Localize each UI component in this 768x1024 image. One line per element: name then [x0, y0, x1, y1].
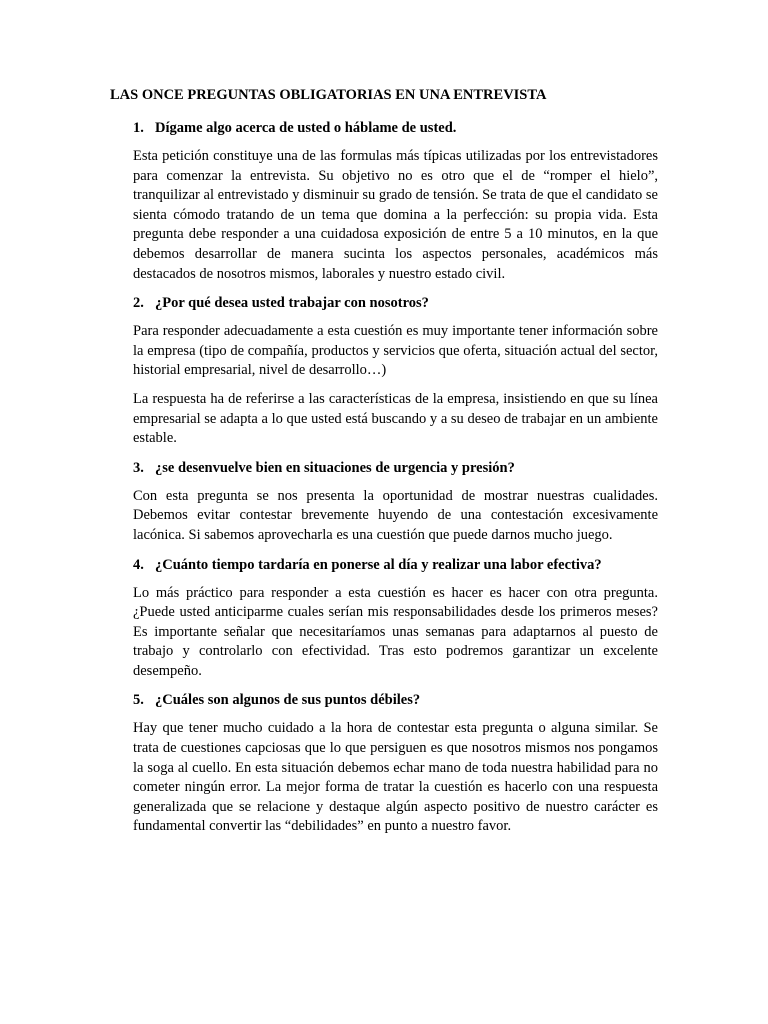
document-title: LAS ONCE PREGUNTAS OBLIGATORIAS EN UNA ENTREVISTA: [110, 87, 547, 103]
answer-paragraph-2-2: La respuesta ha de referirse a las características de la empresa, insistiendo en que su línea empresarial se adapta a lo que usted está buscando y a su deseo de trabajar en un ambiente estable.: [133, 390, 658, 447]
answer-paragraph-5-1: Hay que tener mucho cuidado a la hora de contestar esta pregunta o alguna similar. Se trata de cuestiones capciosas que lo que persiguen es que nosotros mismos nos pongamos la soga al cuello. En esta situación debemos echar mano de toda nuestra habilidad para no cometer ningún error. La mejor forma de tratar la cuestión es hacerlo con una respuesta generalizada que se relacione y destaque algún aspecto positivo de nuestro carácter es fundamental convertir las “debilidades” en punto a nuestro favor.: [133, 720, 658, 835]
answer-paragraph-3-1: Con esta pregunta se nos presenta la oportunidad de mostrar nuestras cualidades. Debemos evitar contestar brevemente huyendo de una contestación excesivamente lacónica. Si sabemos aprovecharla es una cuestión que puede darnos mucho juego.: [133, 487, 658, 543]
question-section-5: [133, 690, 658, 837]
question-heading-3: [133, 458, 658, 478]
question-number-4: 4.: [133, 556, 144, 573]
question-number-1: 1.: [133, 120, 144, 136]
question-heading-5: [133, 690, 658, 710]
answer-paragraph-2-1: Para responder adecuadamente a esta cuestión es muy importante tener información sobre la empresa (tipo de compañía, productos y servicios que oferta, situación actual del sector, historial empresarial, nivel de desarrollo…): [133, 323, 658, 379]
question-section-2: [133, 293, 658, 449]
question-text-2: ¿Por qué desea usted trabajar con nosotros?: [155, 295, 429, 312]
question-section-3: [133, 458, 658, 546]
answer-paragraph-1-1: Esta petición constituye una de las formulas más típicas utilizadas por los entrevistadores para comenzar la entrevista. Su objetivo no es otro que el de “romper el hielo”, tranquilizar al entrevistado y disminuir su grado de tensión. Se trata de que el candidato se sienta cómodo tratando de un tema que domina a la perfección: su propia vida. Esta pregunta debe responder a una cuidadosa exposición de entre 5 a 10 minutos, en la que debemos desarrollar de manera sucinta los aspectos personales, académicos más destacados de nosotros mismos, laborales y nuestro estado civil.: [133, 148, 658, 282]
question-text-5: ¿Cuáles son algunos de sus puntos débiles?: [155, 692, 421, 709]
question-heading-4: [133, 555, 658, 575]
question-heading-1: [133, 118, 658, 138]
question-text-1: Dígame algo acerca de usted o háblame de usted.: [155, 120, 457, 136]
answer-paragraph-4-1: Lo más práctico para responder a esta cuestión es hacer es hacer con otra pregunta. ¿Puede usted anticiparme cuales serían mis responsabilidades desde los primeros meses? Es importante señalar que necesitaríamos unas semanas para adaptarnos al puesto de trabajo y controlarlo con efectividad. Tras esto podremos garantizar un excelente desempeño.: [133, 584, 658, 679]
question-text-4: ¿Cuánto tiempo tardaría en ponerse al día y realizar una labor efectiva?: [155, 556, 602, 573]
question-number-5: 5.: [133, 692, 144, 709]
question-text-3: ¿se desenvuelve bien en situaciones de urgencia y presión?: [155, 459, 515, 476]
document-body: [133, 118, 658, 846]
question-number-3: 3.: [133, 459, 144, 476]
question-section-4: [133, 555, 658, 682]
question-section-1: [133, 118, 658, 284]
question-number-2: 2.: [133, 295, 144, 312]
question-heading-2: [133, 293, 658, 313]
